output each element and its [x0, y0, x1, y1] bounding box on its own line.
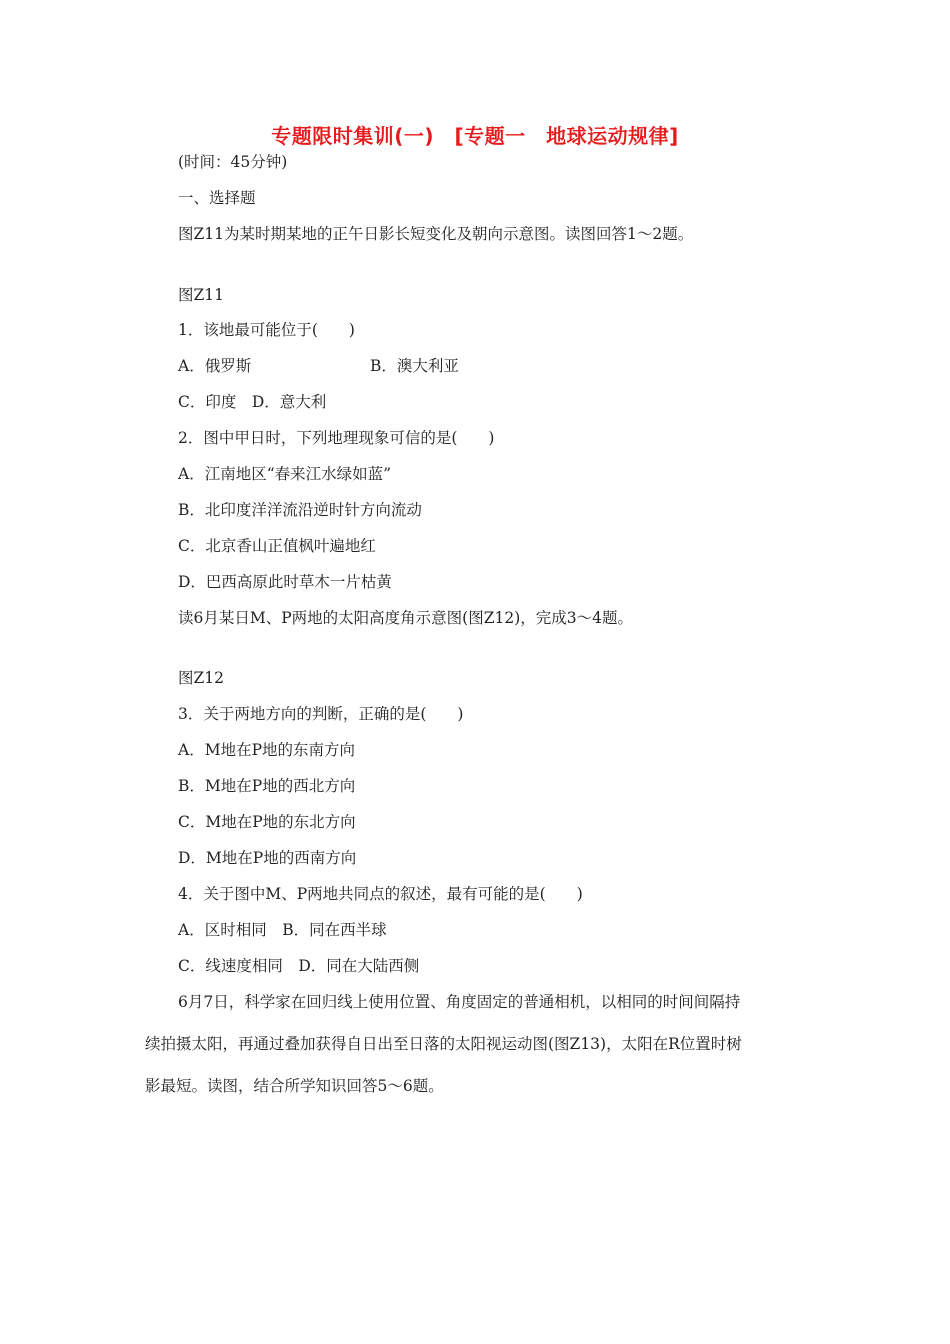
intro-text-3-line-2: 续拍摄太阳，再通过叠加获得自日出至日落的太阳视运动图(图Z13)，太阳在R位置时树 [145, 1035, 742, 1053]
section-heading: 一、选择题 [178, 189, 256, 207]
question-4-options-ab: A．区时相同 B．同在西半球 [178, 921, 387, 939]
question-2-option-a: A．江南地区“春来江水绿如蓝” [178, 465, 392, 483]
question-4-stem: 4．关于图中M、P两地共同点的叙述，最有可能的是( ) [178, 885, 583, 903]
time-note: (时间：45分钟) [178, 153, 288, 171]
intro-text-3-line-1: 6月7日，科学家在回归线上使用位置、角度固定的普通相机，以相同的时间间隔持 [178, 993, 741, 1011]
question-3-stem: 3．关于两地方向的判断，正确的是( ) [178, 705, 464, 723]
question-4-options-cd: C．线速度相同 D．同在大陆西侧 [178, 957, 420, 975]
question-3-option-b: B．M地在P地的西北方向 [178, 777, 356, 795]
question-3-option-a: A．M地在P地的东南方向 [178, 741, 355, 759]
intro-text-1: 图Z11为某时期某地的正午日影长短变化及朝向示意图。读图回答1～2题。 [178, 225, 694, 243]
question-1-options-cd: C．印度 D．意大利 [178, 393, 327, 411]
intro-text-3-line-3: 影最短。读图，结合所学知识回答5～6题。 [145, 1077, 444, 1095]
question-3-option-c: C．M地在P地的东北方向 [178, 813, 356, 831]
question-3-option-d: D．M地在P地的西南方向 [178, 849, 357, 867]
question-1-stem: 1．该地最可能位于( ) [178, 321, 355, 339]
question-1-option-a: A．俄罗斯 [178, 357, 252, 375]
question-2-option-c: C．北京香山正值枫叶遍地红 [178, 537, 376, 555]
intro-text-2: 读6月某日M、P两地的太阳高度角示意图(图Z12)，完成3～4题。 [178, 609, 633, 627]
figure-caption-z12: 图Z12 [178, 669, 224, 687]
question-2-option-d: D．巴西高原此时草木一片枯黄 [178, 573, 392, 591]
page-title: 专题限时集训(一) [专题一 地球运动规律] [271, 124, 679, 148]
question-2-option-b: B．北印度洋洋流沿逆时针方向流动 [178, 501, 422, 519]
figure-caption-z11: 图Z11 [178, 286, 224, 304]
question-2-stem: 2．图中甲日时，下列地理现象可信的是( ) [178, 429, 495, 447]
question-1-option-b: B．澳大利亚 [370, 357, 459, 375]
